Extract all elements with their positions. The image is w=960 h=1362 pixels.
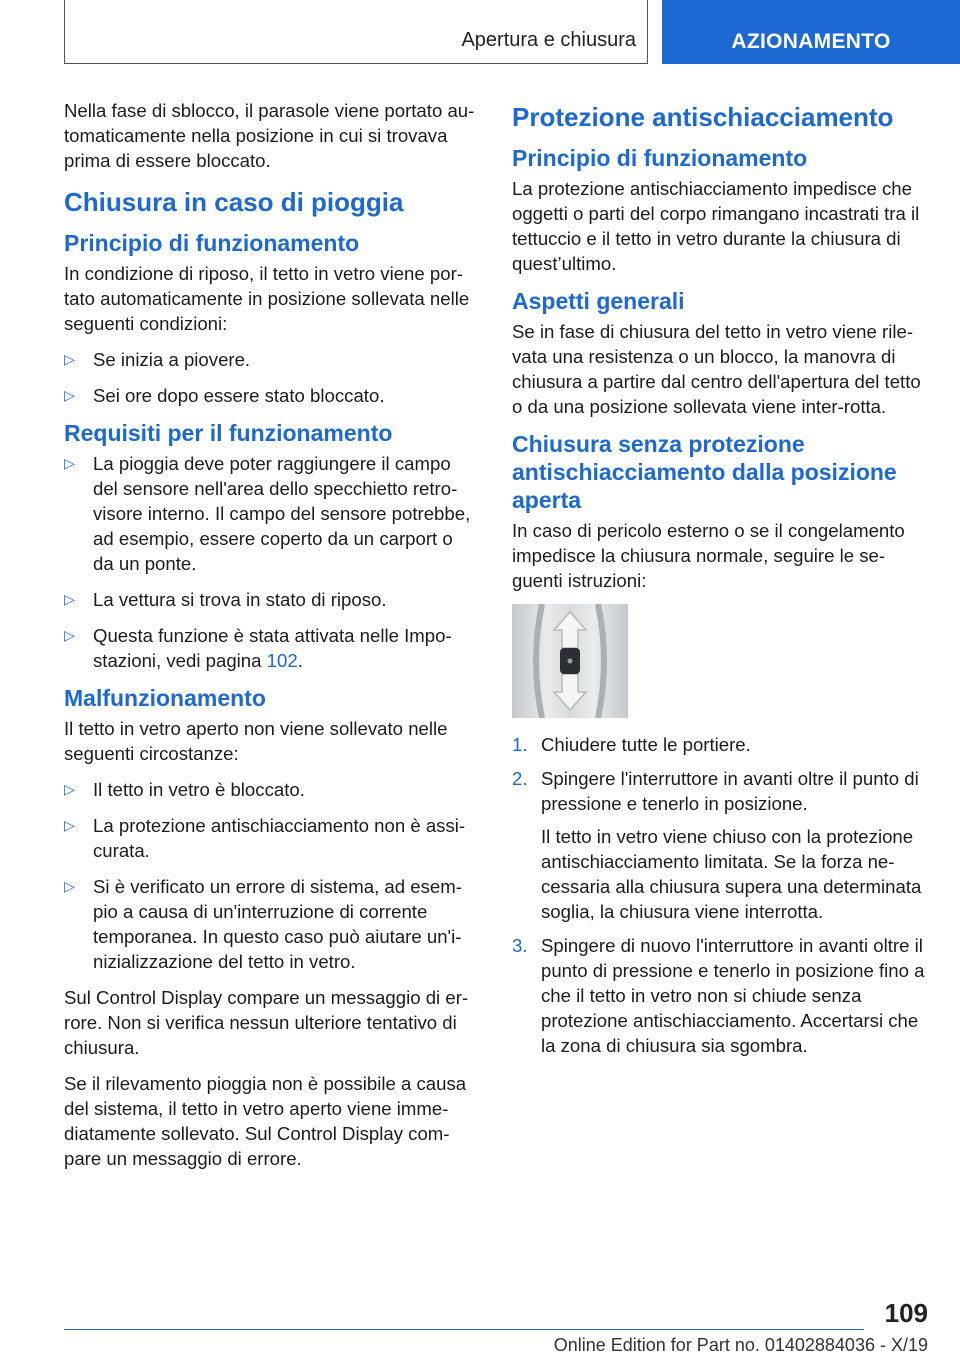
page-number: 109 [884,1298,928,1328]
triangle-bullet-icon: ▷ [64,455,75,471]
header-chapter-tab[interactable] [662,0,960,64]
chapter-label: AZIONAMENTO [731,30,891,53]
left-column [64,98,478,1182]
principle-paragraph: In condizione di riposo, il tetto in vetro viene por-tato automaticamente in posizione sollevata nelle seguenti condizioni: [64,263,470,334]
rain-detection-paragraph: Se il rilevamento pioggia non è possibile a causa del sistema, il tetto in vetro aperto viene imme-diatamente sollevato. Sul Control Display com-pare un messaggio di errore. [64,1073,467,1169]
principle-heading: Principio di funzionamento [64,230,360,256]
general-paragraph: Se in fase di chiusura del tetto in vetro viene rile-vata una resistenza o un blocco, la manovra di chiusura a partire dal centro dell'apertura del tetto o da una posizione sollevata viene inter-rotta. [512,321,921,417]
control-display-paragraph: Sul Control Display compare un messaggio di er-rore. Non si verifica nessun ulteriore tentativo di chiusura. [64,987,469,1058]
list-item: ▷ Sei ore dopo essere stato bloccato. [64,385,385,406]
list-item: 3. Spingere di nuovo l'interruttore in avanti oltre il punto di pressione e tenerlo in posizione fino a che il tetto in vetro non si chiude senza protezione antischiacciamento. Accertarsi che la zona di chiusura sia sgombra. [512,935,925,1056]
list-item: 2. Spingere l'interruttore in avanti oltre il punto di pressione e tenerlo in posizione. Il tetto in vetro viene chiuso con la protezione antischiacciamento limitata. Se la forza ne-cessaria alla chiusura supera una determinata soglia, la chiusura viene interrotta. [512,766,926,924]
malfunction-paragraph: Il tetto in vetro aperto non viene sollevato nelle seguenti circostanze: [64,718,448,764]
malfunction-list [64,777,478,974]
list-item: ▷ Si è verificato un errore di sistema, ad esem-pio a causa di un'interruzione di corrente temporanea. In questo caso può aiutare un'i-nizializzazione del tetto in vetro. [64,876,462,972]
triangle-bullet-icon: ▷ [64,817,75,833]
list-item: ▷ La pioggia deve poter raggiungere il campo del sensore nell'area dello specchietto retro-visore interno. Il campo del sensore potrebbe, ad esempio, essere coperto da un carport o da un ponte. [64,453,471,574]
intro-paragraph: Nella fase di sblocco, il parasole viene portato au-tomaticamente nella posizione in cui si trovava prima di essere bloccato. [64,100,475,171]
rain-heading: Chiusura in caso di pioggia [64,187,404,217]
switch-illustration [512,604,628,718]
principle-list [64,347,478,408]
triangle-bullet-icon: ▷ [64,387,75,403]
header-section-title: Apertura e chiusura [461,29,636,51]
list-item: ▷ La protezione antischiacciamento non è assi-curata. [64,815,466,861]
protection-heading: Protezione antischiacciamento [512,102,894,132]
page-link[interactable]: 102 [266,650,298,671]
closing-heading: Chiusura senza protezione antischiacciamento dalla posizione aperta [512,431,897,513]
principle-paragraph: La protezione antischiacciamento impedisce che oggetti o parti del corpo rimangano incastrati tra il tettuccio e il tetto in vetro durante la chiusura di quest’ultimo. [512,178,920,274]
malfunction-heading: Malfunzionamento [64,685,266,711]
list-item: ▷ Se inizia a piovere. [64,349,251,370]
step-note: Il tetto in vetro viene chiuso con la protezione antischiacciamento limitata. Se la forza ne-cessaria alla chiusura supera una determinata soglia, la chiusura viene interrotta. [541,826,922,922]
triangle-bullet-icon: ▷ [64,878,75,894]
list-item: ▷ Il tetto in vetro è bloccato. [64,779,305,800]
steps-list [512,732,926,1058]
edition-footer: Online Edition for Part no. 01402884036 - X/19 [553,1335,928,1355]
triangle-bullet-icon: ▷ [64,627,75,643]
triangle-bullet-icon: ▷ [64,351,75,367]
list-item: ▷ La vettura si trova in stato di riposo. [64,589,387,610]
principle-heading: Principio di funzionamento [512,145,808,171]
closing-paragraph: In caso di pericolo esterno o se il congelamento impedisce la chiusura normale, seguire le se-guenti istruzioni: [512,520,905,591]
triangle-bullet-icon: ▷ [64,781,75,797]
footer-divider [64,1329,864,1330]
triangle-bullet-icon: ▷ [64,591,75,607]
list-item: 1. Chiudere tutte le portiere. [512,734,751,755]
requirements-list [64,451,478,673]
general-heading: Aspetti generali [512,288,685,314]
sunroof-switch-image [512,604,628,718]
requirements-heading: Requisiti per il funzionamento [64,420,393,446]
list-item: ▷ Questa funzione è stata attivata nelle Impo-stazioni, vedi pagina 102. [64,625,452,671]
right-column [512,98,926,1067]
